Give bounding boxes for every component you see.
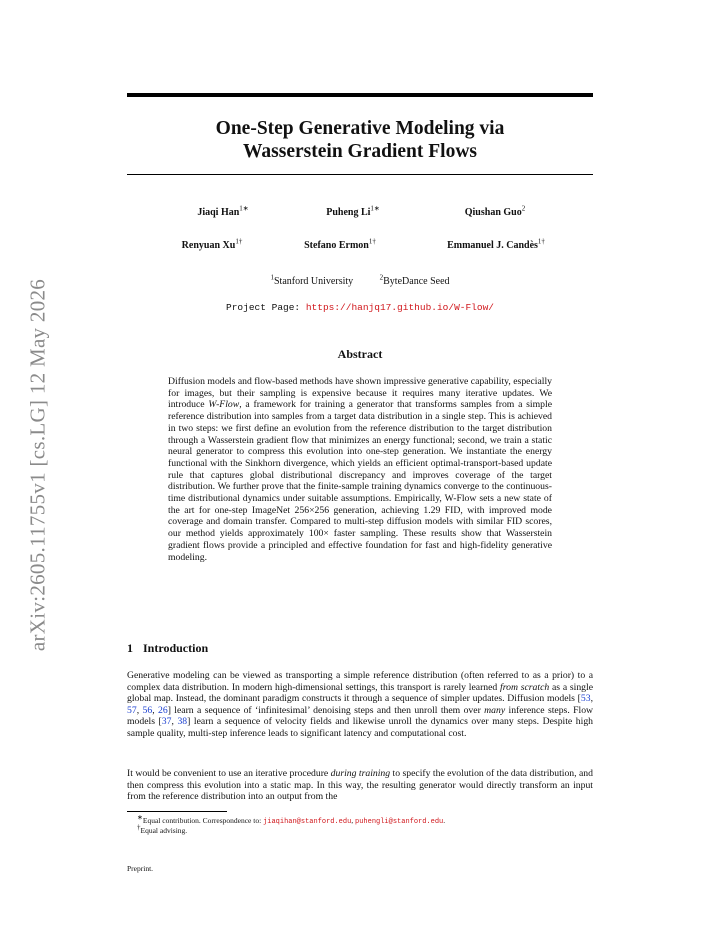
emphasis: from scratch (500, 681, 550, 693)
paper-title (127, 117, 593, 163)
emphasis: during training (330, 768, 391, 779)
text: Generative modeling can be viewed as transporting a simple reference distribution (often referred to as a prior) to a complex data distribution. In modern high-dimensional settings, this transport is rarely learned (127, 670, 593, 693)
author-name: Renyuan Xu (181, 240, 236, 251)
text: It would be convenient to use an iterative procedure (127, 768, 331, 779)
author-6 (416, 237, 576, 251)
email-link[interactable]: puhengli@stanford.edu (355, 818, 444, 826)
citation-link[interactable]: 37 (161, 716, 172, 728)
abstract-heading: Abstract (337, 347, 383, 361)
project-page (127, 302, 593, 313)
author-mark: 1† (537, 237, 545, 246)
section-title: Introduction (143, 641, 209, 655)
author-mark: 1∗ (239, 204, 249, 213)
top-rule (127, 93, 593, 97)
footnote-mark: ∗ (137, 813, 143, 822)
text: Equal contribution. Correspondence to: (142, 816, 264, 825)
text: ] learn a sequence of velocity fields and likewise unroll the dynamics over many steps. Despite high sample quality, multi-step inference leads to significant latency and computational cost. (127, 716, 594, 739)
citation-link[interactable]: 57 (127, 704, 137, 716)
text: ] learn a sequence of ‘infinitesimal’ denoising steps and then unroll them over (167, 704, 485, 716)
author-2 (278, 204, 428, 218)
affiliation-mark: 1 (270, 273, 274, 282)
author-name: Jiaqi Han (197, 207, 240, 218)
affiliation-name: Stanford University (273, 276, 354, 287)
title-line-2: Wasserstein Gradient Flows (243, 141, 477, 162)
affiliations (127, 273, 593, 287)
abstract-body (168, 376, 552, 563)
author-name: Stefano Ermon (304, 240, 369, 251)
text: to specify the evolution of the data distribution, and then compress this evolution into a static map. In this way, the resulting generator would directly transform an input from the reference distribution into an output from the (127, 768, 593, 803)
author-1 (148, 204, 298, 218)
section-number: 1 (127, 641, 133, 655)
project-page-label: Project Page: (226, 302, 306, 313)
footnote-mark: † (137, 823, 141, 832)
affiliation-name: ByteDance Seed (383, 276, 450, 287)
intro-paragraph-2 (127, 768, 593, 803)
affiliation-mark: 2 (379, 273, 384, 282)
title-line-1: One-Step Generative Modeling via (215, 118, 505, 139)
method-name: W-Flow (208, 399, 240, 411)
affiliation-1 (270, 273, 354, 287)
text: inference steps. Flow models [ (127, 704, 594, 728)
citation-link[interactable]: 26 (158, 704, 168, 716)
text: , (351, 816, 356, 825)
citation-link[interactable]: 56 (142, 704, 153, 716)
emphasis: many (484, 704, 506, 716)
citation-link[interactable]: 53 (580, 693, 591, 705)
abstract-text-1: Diffusion models and flow-based methods have shown impressive generative capability, especially for images, but their sampling is expensive because it requires many iterative updates. We introduce (168, 376, 552, 411)
email-link[interactable]: jiaqihan@stanford.edu (263, 818, 352, 826)
affiliation-2 (379, 273, 450, 287)
text: as a single global map. Instead, the dominant paradigm constructs it through a sequence of simpler updates. Diffusion models [ (127, 681, 594, 705)
author-name: Puheng Li (326, 207, 371, 218)
author-mark: 2 (521, 204, 526, 213)
text: Equal advising. (140, 826, 188, 835)
title-rule (127, 174, 593, 175)
author-mark: 1† (368, 237, 376, 246)
author-mark: 1† (235, 237, 243, 246)
author-name: Emmanuel J. Candès (447, 240, 538, 251)
arxiv-identifier: arXiv:2605.11755v1 [cs.LG] 12 May 2026 (25, 278, 50, 652)
footnote-2 (127, 823, 603, 836)
author-mark: 1∗ (370, 204, 380, 213)
text: . (443, 816, 446, 825)
author-name: Qiushan Guo (464, 207, 522, 218)
author-3 (420, 204, 570, 218)
section-heading (127, 641, 208, 656)
preprint-label: Preprint. (127, 864, 154, 873)
abstract-text-2: , a framework for training a generator that transforms samples from a simple reference distribution into samples from a target data distribution in a single step. This is achieved in two steps: we first define an evolution from the reference distribution to the target distribution through a Wasserstein gradient flow that minimizes an energy functional; second, we train a static neural generator to compress this evolution into one-step generation. We instantiate the energy functional with the Sinkhorn divergence, which yields an efficient optimal-transport-based update rule that captures global distributional discrepancy and improves coverage of the target distribution. We further prove that the finite-sample training dynamics converge to the continuous-time distributional dynamics under suitable assumptions. Empirically, W-Flow sets a new state of the art for one-step ImageNet 256×256 generation, achieving 1.29 FID, with improved mode coverage and domain transfer. Compared to multi-step diffusion models with similar FID scores, our method yields approximately 100× faster sampling. These results show that Wasserstein gradient flows provide a principled and effective foundation for fast and high-fidelity generative modeling. (168, 399, 552, 563)
citation-link[interactable]: 38 (177, 716, 188, 728)
intro-paragraph-1: Generative modeling can be viewed as transporting a simple reference distribution (often referred to as a prior) to a complex data distribution. In modern high-dimensional settings, this transport is rarely learned from scratch as a single global map. Instead, the dominant paradigm constructs it through a sequence of simpler updates. Diffusion models [53, 57, 56, 26] learn a sequence of ‘infinitesimal’ denoising steps and then unroll them over many inference steps. Flow models [37, 38] learn a sequence of velocity fields and likewise unroll the dynamics over many steps. Despite high sample quality, multi-step inference leads to significant latency and computational cost. (127, 670, 594, 739)
footnote-rule (127, 811, 227, 812)
author-5 (265, 237, 415, 251)
project-page-link[interactable]: https://hanjq17.github.io/W-Flow/ (305, 302, 494, 313)
